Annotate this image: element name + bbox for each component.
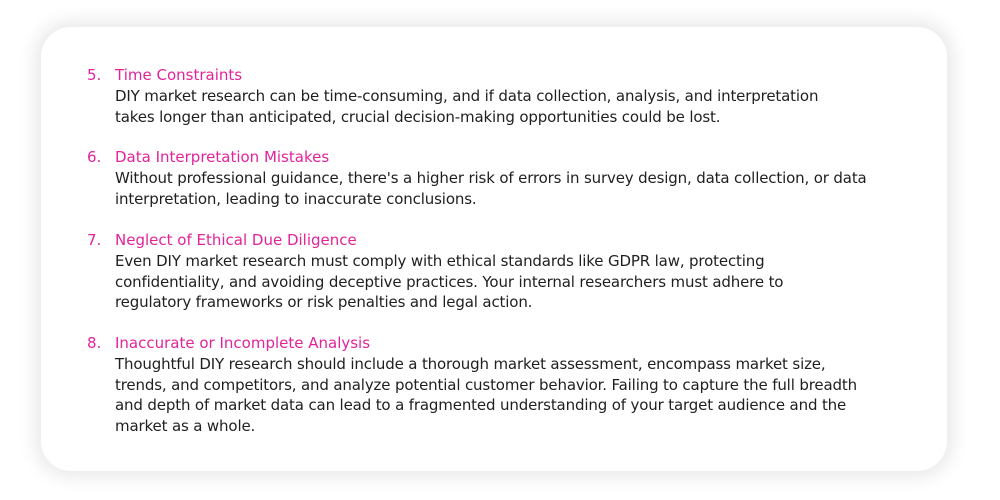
description-line: takes longer than anticipated, crucial decision-making opportunities could be lost. [115,107,721,126]
list-item-neglect-of-ethical-due-diligence [41,230,947,313]
description-line: Without professional guidance, there's a higher risk of errors in survey design, data collection, or data [115,169,867,188]
description-line: Thoughtful DIY research should include a thorough market assessment, encompass market size, [115,354,826,373]
list-item-time-constraints [41,65,947,127]
item-description [115,168,907,209]
list-item-inaccurate-or-incomplete-analysis [41,333,947,437]
item-number: 7. [87,230,102,249]
description-line: trends, and competitors, and analyze potential customer behavior. Failing to capture the full breadth [115,375,857,394]
description-line: and depth of market data can lead to a fragmented understanding of your target audience and the [115,396,847,415]
content-card [41,27,947,471]
item-description [115,86,907,127]
list-item-data-interpretation-mistakes [41,147,947,209]
item-title: Time Constraints [115,66,243,84]
item-title: Inaccurate or Incomplete Analysis [115,333,371,352]
description-line: interpretation, leading to inaccurate conclusions. [115,190,477,209]
description-line: regulatory frameworks or risk penalties and legal action. [115,293,533,312]
item-number: 5. [87,66,102,84]
description-line: Even DIY market research must comply with ethical standards like GDPR law, protecting [115,251,765,270]
description-line: market as a whole. [115,417,256,436]
item-description [115,354,907,437]
numbered-list [41,65,947,457]
item-number: 8. [87,333,102,352]
item-number: 6. [87,148,102,167]
item-title: Data Interpretation Mistakes [115,148,330,167]
description-line: confidentiality, and avoiding deceptive practices. Your internal researchers must adhere to [115,272,784,291]
description-line: DIY market research can be time-consuming, and if data collection, analysis, and interpretation [115,87,819,105]
item-description [115,251,907,313]
item-title: Neglect of Ethical Due Diligence [115,230,357,249]
